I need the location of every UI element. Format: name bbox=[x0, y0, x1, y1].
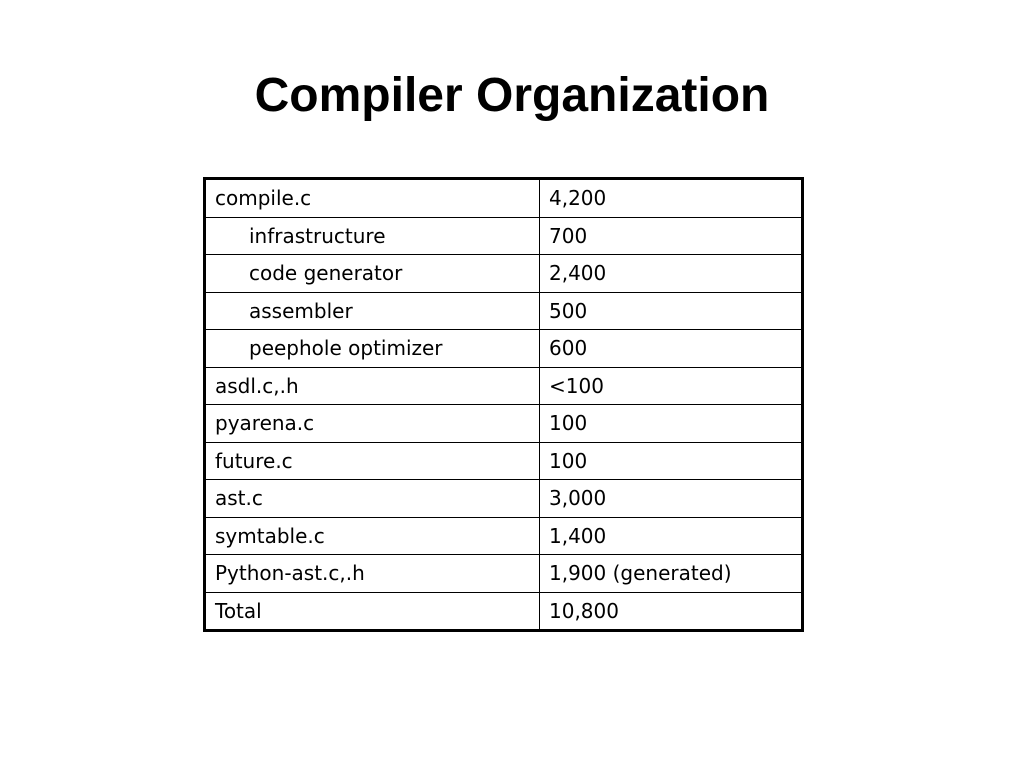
slide-title: Compiler Organization bbox=[254, 69, 770, 122]
line-count-cell: 4,200 bbox=[540, 179, 803, 218]
line-count-cell: 1,900 (generated) bbox=[540, 555, 803, 593]
line-count-cell: 3,000 bbox=[540, 480, 803, 518]
table-body bbox=[205, 179, 803, 631]
line-count-cell: 700 bbox=[540, 217, 803, 255]
total-label-cell: Total bbox=[205, 592, 540, 631]
file-name-cell: compile.c bbox=[205, 179, 540, 218]
line-count-cell: <100 bbox=[540, 367, 803, 405]
line-count-cell: 1,400 bbox=[540, 517, 803, 555]
table-row bbox=[205, 517, 803, 555]
file-name-cell: code generator bbox=[205, 255, 540, 293]
table-row bbox=[205, 367, 803, 405]
table-row bbox=[205, 480, 803, 518]
table-row bbox=[205, 292, 803, 330]
file-name-cell: symtable.c bbox=[205, 517, 540, 555]
lines-of-code-table bbox=[203, 177, 804, 632]
file-name-cell: ast.c bbox=[205, 480, 540, 518]
file-name-cell: asdl.c,.h bbox=[205, 367, 540, 405]
table-row bbox=[205, 405, 803, 443]
line-count-cell: 2,400 bbox=[540, 255, 803, 293]
table-row-total bbox=[205, 592, 803, 631]
line-count-cell: 100 bbox=[540, 442, 803, 480]
line-count-cell: 600 bbox=[540, 330, 803, 368]
table-row bbox=[205, 555, 803, 593]
file-name-cell: assembler bbox=[205, 292, 540, 330]
file-name-cell: peephole optimizer bbox=[205, 330, 540, 368]
table-row bbox=[205, 442, 803, 480]
line-count-cell: 500 bbox=[540, 292, 803, 330]
table-row bbox=[205, 330, 803, 368]
table-row bbox=[205, 179, 803, 218]
file-name-cell: future.c bbox=[205, 442, 540, 480]
table-row bbox=[205, 217, 803, 255]
line-count-cell: 100 bbox=[540, 405, 803, 443]
total-value-cell: 10,800 bbox=[540, 592, 803, 631]
file-name-cell: Python-ast.c,.h bbox=[205, 555, 540, 593]
file-name-cell: infrastructure bbox=[205, 217, 540, 255]
table-row bbox=[205, 255, 803, 293]
file-name-cell: pyarena.c bbox=[205, 405, 540, 443]
